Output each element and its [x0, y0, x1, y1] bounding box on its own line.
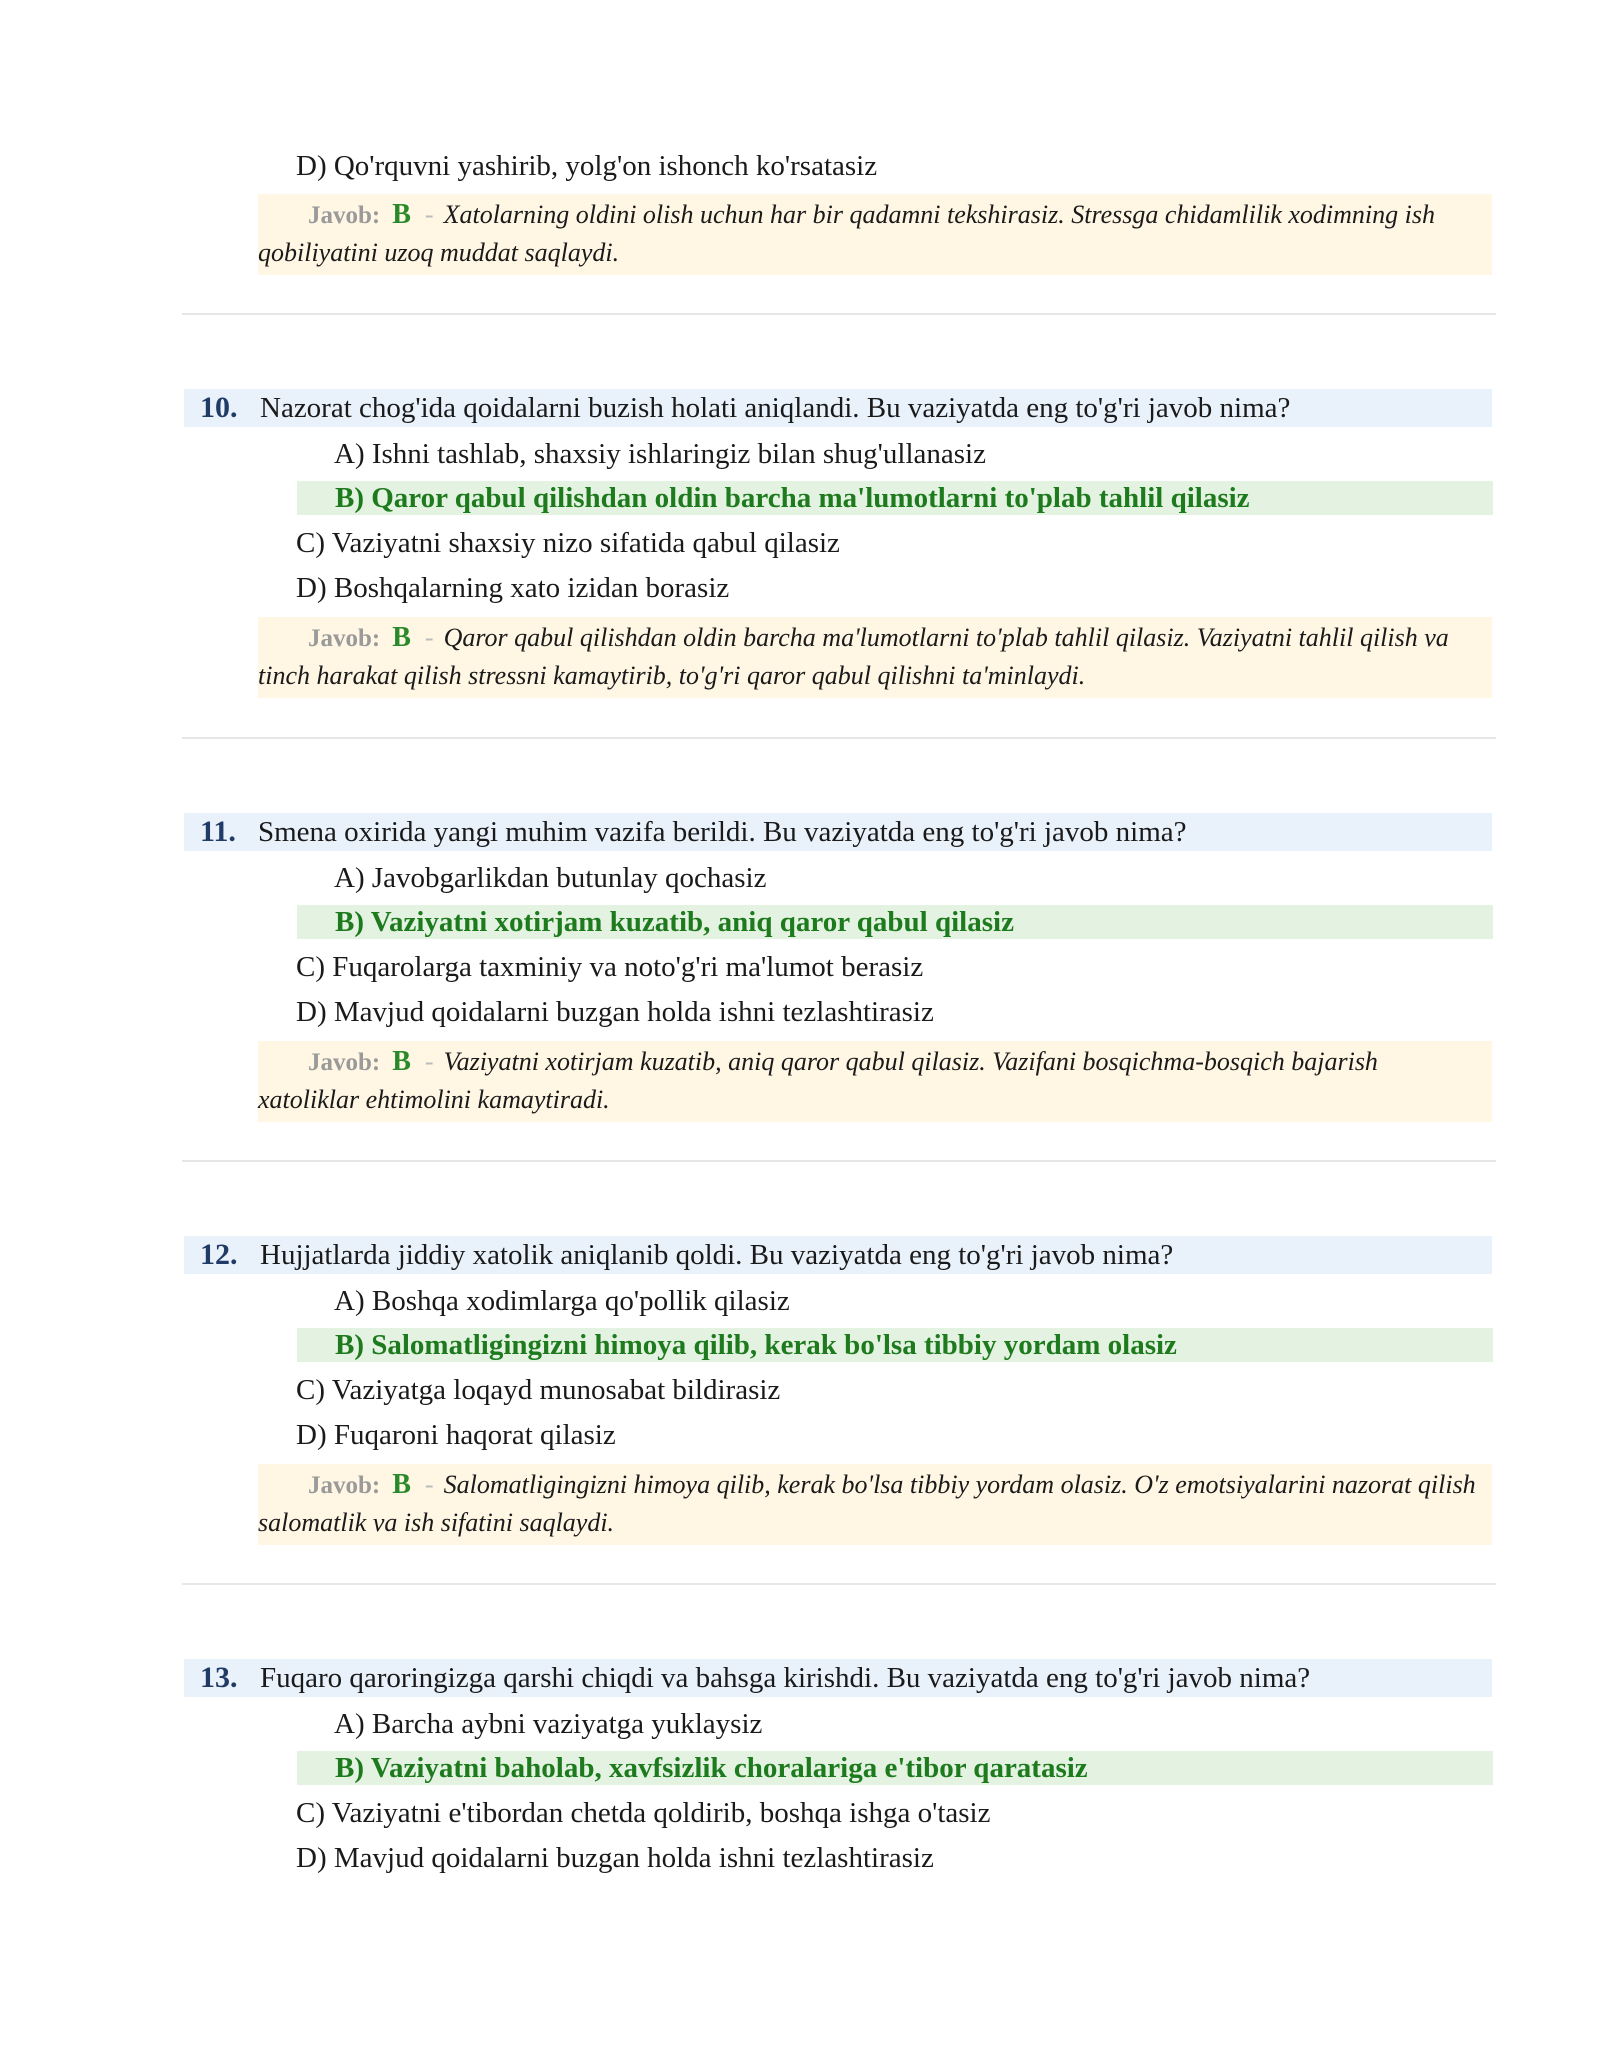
q12-answer-box	[258, 1464, 1492, 1545]
answer-label: Javob:	[308, 202, 381, 229]
question-number: 13.	[200, 1661, 238, 1694]
answer-key: B	[392, 1469, 411, 1500]
q11-option-c: C) Fuqarolarga taxminiy va noto'g'ri ma'lumot berasiz	[296, 951, 924, 983]
q9-option-d: D) Qo'rquvni yashirib, yolg'on ishonch ko'rsatasiz	[296, 150, 878, 182]
answer-text: Qaror qabul qilishdan oldin barcha ma'lumotlarni to'plab tahlil qilasiz. Vaziyatni tahlil qilish va tinch harakat qilish stressni kamaytirib, to'g'ri qaror qabul qilishni ta'minlaydi.	[258, 623, 1449, 690]
question-number: 11.	[200, 815, 236, 848]
question-number: 10.	[200, 391, 238, 424]
q10-option-d: D) Boshqalarning xato izidan borasiz	[296, 572, 730, 604]
q12-option-b-correct: B) Salomatligingizni himoya qilib, kerak bo'lsa tibbiy yordam olasiz	[297, 1328, 1493, 1362]
q12-option-a: A) Boshqa xodimlarga qo'pollik qilasiz	[334, 1285, 790, 1317]
divider	[182, 1160, 1496, 1162]
q10-option-b-correct: B) Qaror qabul qilishdan oldin barcha ma'lumotlarni to'plab tahlil qilasiz	[297, 481, 1493, 515]
q13-option-c: C) Vaziyatni e'tibordan chetda qoldirib, boshqa ishga o'tasiz	[296, 1797, 991, 1829]
question-11	[184, 813, 1492, 851]
q12-option-c: C) Vaziyatga loqayd munosabat bildirasiz	[296, 1374, 781, 1406]
answer-label: Javob:	[308, 1472, 381, 1499]
answer-separator: -	[424, 1047, 434, 1076]
q11-option-b-correct: B) Vaziyatni xotirjam kuzatib, aniq qaror qabul qilasiz	[297, 905, 1493, 939]
answer-label: Javob:	[308, 1049, 381, 1076]
answer-key: B	[392, 622, 411, 653]
q10-option-c: C) Vaziyatni shaxsiy nizo sifatida qabul qilasiz	[296, 527, 840, 559]
q11-option-d: D) Mavjud qoidalarni buzgan holda ishni tezlashtirasiz	[296, 996, 934, 1028]
question-number: 12.	[200, 1238, 238, 1271]
question-13	[184, 1659, 1492, 1697]
answer-separator: -	[424, 1470, 434, 1499]
question-text: Fuqaro qaroringizga qarshi chiqdi va bahsga kirishdi. Bu vaziyatda eng to'g'ri javob nima?	[260, 1662, 1311, 1694]
divider	[182, 737, 1496, 739]
answer-text: Xatolarning oldini olish uchun har bir qadamni tekshirasiz. Stressga chidamlilik xodimning ish qobiliyatini uzoq muddat saqlaydi.	[258, 200, 1435, 267]
answer-separator: -	[424, 200, 434, 229]
question-10	[184, 389, 1492, 427]
question-12	[184, 1236, 1492, 1274]
question-text: Hujjatlarda jiddiy xatolik aniqlanib qoldi. Bu vaziyatda eng to'g'ri javob nima?	[260, 1239, 1174, 1271]
answer-text: Salomatligingizni himoya qilib, kerak bo'lsa tibbiy yordam olasiz. O'z emotsiyalarini nazorat qilish salomatlik va ish sifatini saqlaydi.	[258, 1470, 1476, 1537]
q9-answer-box	[258, 194, 1492, 275]
q13-option-b-correct: B) Vaziyatni baholab, xavfsizlik choralariga e'tibor qaratasiz	[297, 1751, 1493, 1785]
q11-option-a: A) Javobgarlikdan butunlay qochasiz	[334, 862, 767, 894]
question-text: Nazorat chog'ida qoidalarni buzish holati aniqlandi. Bu vaziyatda eng to'g'ri javob nima?	[260, 392, 1291, 424]
answer-label: Javob:	[308, 625, 381, 652]
q10-answer-box	[258, 617, 1492, 698]
q11-answer-box	[258, 1041, 1492, 1122]
divider	[182, 1583, 1496, 1585]
answer-separator: -	[424, 623, 434, 652]
answer-text: Vaziyatni xotirjam kuzatib, aniq qaror qabul qilasiz. Vazifani bosqichma-bosqich bajarish xatoliklar ehtimolini kamaytiradi.	[258, 1047, 1378, 1114]
question-text: Smena oxirida yangi muhim vazifa berildi. Bu vaziyatda eng to'g'ri javob nima?	[258, 816, 1187, 848]
q13-option-d: D) Mavjud qoidalarni buzgan holda ishni tezlashtirasiz	[296, 1842, 934, 1874]
q13-option-a: A) Barcha aybni vaziyatga yuklaysiz	[334, 1708, 763, 1740]
answer-key: B	[392, 199, 411, 230]
answer-key: B	[392, 1046, 411, 1077]
q12-option-d: D) Fuqaroni haqorat qilasiz	[296, 1419, 616, 1451]
divider	[182, 313, 1496, 315]
q10-option-a: A) Ishni tashlab, shaxsiy ishlaringiz bilan shug'ullanasiz	[334, 438, 986, 470]
